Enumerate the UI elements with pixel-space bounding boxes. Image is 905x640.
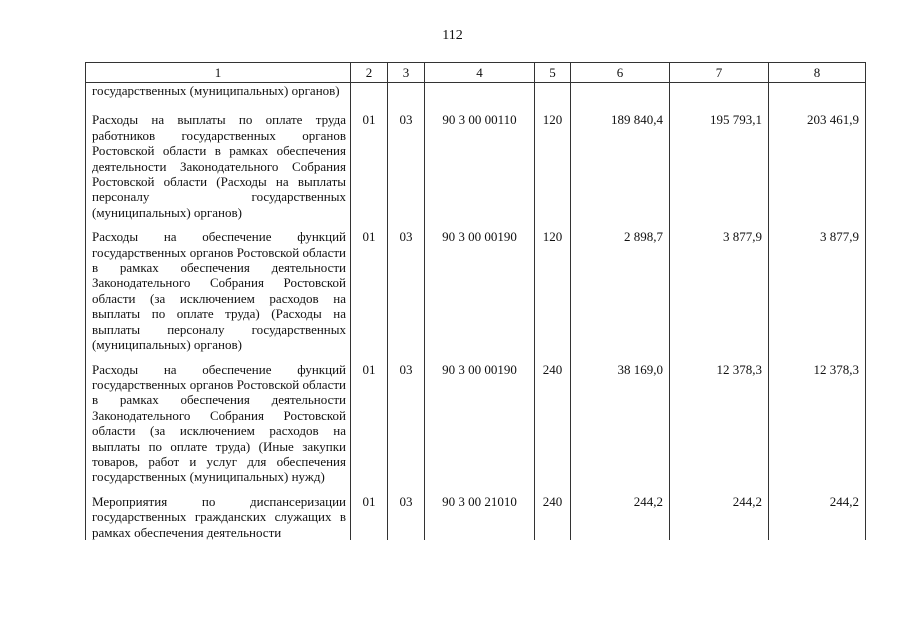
row-description: Расходы на выплаты по оплате труда работников государственных органов Ростовской области в рамках обеспечения деятельности Законодательного Собрания Ростовской области (Расходы на выплаты персоналу государственных (муниципальных) органов) (86, 112, 351, 229)
table-row-continued (86, 83, 866, 113)
table-row (86, 229, 866, 361)
row-amount-1: 38 169,0 (571, 362, 670, 494)
row-description: Расходы на обеспечение функций государственных органов Ростовской области в рамках обеспечения деятельности Законодательного Собрания Ростовской области (за исключением расходов на выплаты по оплате труда) (Расходы на выплаты персоналу государственных (муниципальных) органов) (86, 229, 351, 361)
row-amount-1: 244,2 (571, 494, 670, 540)
row-amount-2: 195 793,1 (670, 112, 769, 229)
column-number-8: 8 (769, 63, 866, 83)
column-number-1: 1 (86, 63, 351, 83)
row-expense-type-code: 240 (535, 362, 571, 494)
table-row (86, 494, 866, 540)
row-amount-1: 189 840,4 (571, 112, 670, 229)
row-target-article-code: 90 3 00 00190 (425, 362, 535, 494)
row-expense-type-code: 120 (535, 112, 571, 229)
table-row (86, 362, 866, 494)
row-expense-type-code: 240 (535, 494, 571, 540)
row-subsection-code: 03 (388, 112, 425, 229)
column-number-3: 3 (388, 63, 425, 83)
column-number-2: 2 (351, 63, 388, 83)
column-number-5: 5 (535, 63, 571, 83)
row-amount-3: 12 378,3 (769, 362, 866, 494)
row-description: Расходы на обеспечение функций государственных органов Ростовской области в рамках обеспечения деятельности Законодательного Собрания Ростовской области (за исключением расходов на выплаты по оплате труда) (Иные закупки товаров, работ и услуг для обеспечения государственных (муниципальных) нужд) (86, 362, 351, 494)
table-row (86, 112, 866, 229)
row-target-article-code: 90 3 00 21010 (425, 494, 535, 540)
row-section-code: 01 (351, 362, 388, 494)
row-expense-type-code: 120 (535, 229, 571, 361)
row-description: Мероприятия по диспансеризации государственных гражданских служащих в рамках обеспечения деятельности (86, 494, 351, 540)
column-number-header-row (86, 63, 866, 83)
row-amount-3: 203 461,9 (769, 112, 866, 229)
row-target-article-code: 90 3 00 00190 (425, 229, 535, 361)
row-amount-2: 3 877,9 (670, 229, 769, 361)
row-section-code: 01 (351, 494, 388, 540)
row-amount-2: 12 378,3 (670, 362, 769, 494)
row-amount-3: 3 877,9 (769, 229, 866, 361)
column-number-6: 6 (571, 63, 670, 83)
row-subsection-code: 03 (388, 362, 425, 494)
row-section-code: 01 (351, 112, 388, 229)
continued-description: государственных (муниципальных) органов) (86, 83, 351, 113)
row-amount-3: 244,2 (769, 494, 866, 540)
page-number: 112 (442, 28, 463, 43)
row-subsection-code: 03 (388, 229, 425, 361)
row-amount-2: 244,2 (670, 494, 769, 540)
row-subsection-code: 03 (388, 494, 425, 540)
row-section-code: 01 (351, 229, 388, 361)
row-amount-1: 2 898,7 (571, 229, 670, 361)
budget-table (85, 62, 866, 540)
row-target-article-code: 90 3 00 00110 (425, 112, 535, 229)
column-number-7: 7 (670, 63, 769, 83)
column-number-4: 4 (425, 63, 535, 83)
